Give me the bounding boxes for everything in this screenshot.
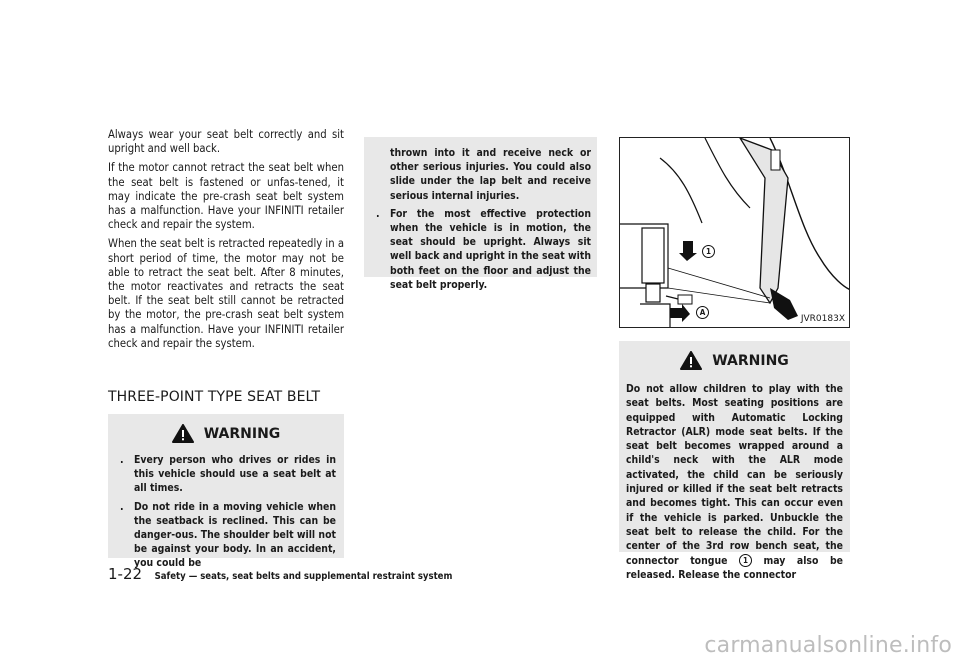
connector-tongue-callout: 1 (739, 554, 752, 567)
warning-triangle-icon (172, 424, 194, 443)
bullet-text: Every person who drives or rides in this vehicle should use a seat belt at all times. (134, 454, 336, 495)
warning-paragraph (619, 382, 850, 582)
warning-box-right (619, 341, 850, 581)
paragraph-retracted-repeatedly: When the seat belt is retracted repeatedly in a short period of time, the motor may not be able to retract the seat belt. After 8 minutes, the motor reactivates and retracts the seat belt. If the seat belt still cannot be retracted by the motor, the pre-crash seat belt system has a malfunction. Have your INFINITI retailer check and repair the system. (108, 237, 344, 350)
section-heading: THREE-POINT TYPE SEAT BELT (108, 389, 321, 405)
watermark: carmanualsonline.info (704, 633, 952, 658)
list-item (114, 500, 336, 571)
warning-header (619, 351, 850, 370)
bullet-marker: . (376, 207, 380, 220)
warning-header (108, 424, 344, 443)
page-footer (108, 564, 452, 583)
seat-belt-illustration (619, 137, 850, 328)
bullet-text: Do not ride in a moving vehicle when the seatback is reclined. This can be danger-ous. The shoulder belt will not be against your body. In an accident, you could be (134, 500, 336, 570)
figure-callout-a: A (696, 306, 709, 319)
figure-code: JVR0183X (800, 314, 845, 324)
paragraph-motor-retract: If the motor cannot retract the seat belt when the seat belt is fastened or unfas-tened, it may indicate the pre-crash seat belt system has a malfunction. Have your INFINITI retailer check and repair the system. (108, 161, 344, 232)
page-number: 1-22 (108, 565, 143, 583)
list-item (370, 146, 591, 203)
warning-box-left (108, 414, 344, 570)
bullet-marker: . (120, 454, 124, 466)
paragraph-sit-upright: Always wear your seat belt correctly and sit upright and well back. (108, 128, 344, 156)
left-column (108, 128, 344, 356)
warning-text-end: may also be released. Release the connector (626, 554, 843, 581)
list-item (114, 453, 336, 496)
footer-section-title: Safety — seats, seat belts and supplemental restraint system (154, 571, 453, 582)
seat-belt-diagram (620, 138, 850, 328)
warning-box-middle (364, 137, 597, 291)
warning-triangle-icon (680, 351, 702, 370)
figure-callout-1: 1 (702, 245, 715, 258)
warning-text: Do not allow children to play with the seat belts. Most seating positions are equipped with Automatic Locking Retractor (ALR) mode seat belts. If the seat belt becomes wrapped around a child's neck with the ALR mode activated, the child can be seriously injured or killed if the seat belt retracts and becomes tight. This can occur even if the vehicle is parked. Unbuckle the seat belt to release the child. For the center of the 3rd row bench seat, the connector tongue (626, 383, 843, 567)
warning-continued-list (370, 146, 591, 292)
warning-bullet-list (108, 453, 344, 571)
bullet-text: For the most effective protection when the vehicle is in motion, the seat should be upright. Always sit well back and upright in the seat with both feet on the floor and adjust the seat belt properly. (390, 207, 591, 291)
continued-text: thrown into it and receive neck or other serious injuries. You could also slide under the lap belt and receive serious internal injuries. (390, 147, 591, 202)
bullet-marker: . (120, 500, 124, 513)
warning-title: WARNING (203, 425, 281, 442)
warning-title: WARNING (712, 352, 789, 369)
list-item (370, 207, 591, 292)
